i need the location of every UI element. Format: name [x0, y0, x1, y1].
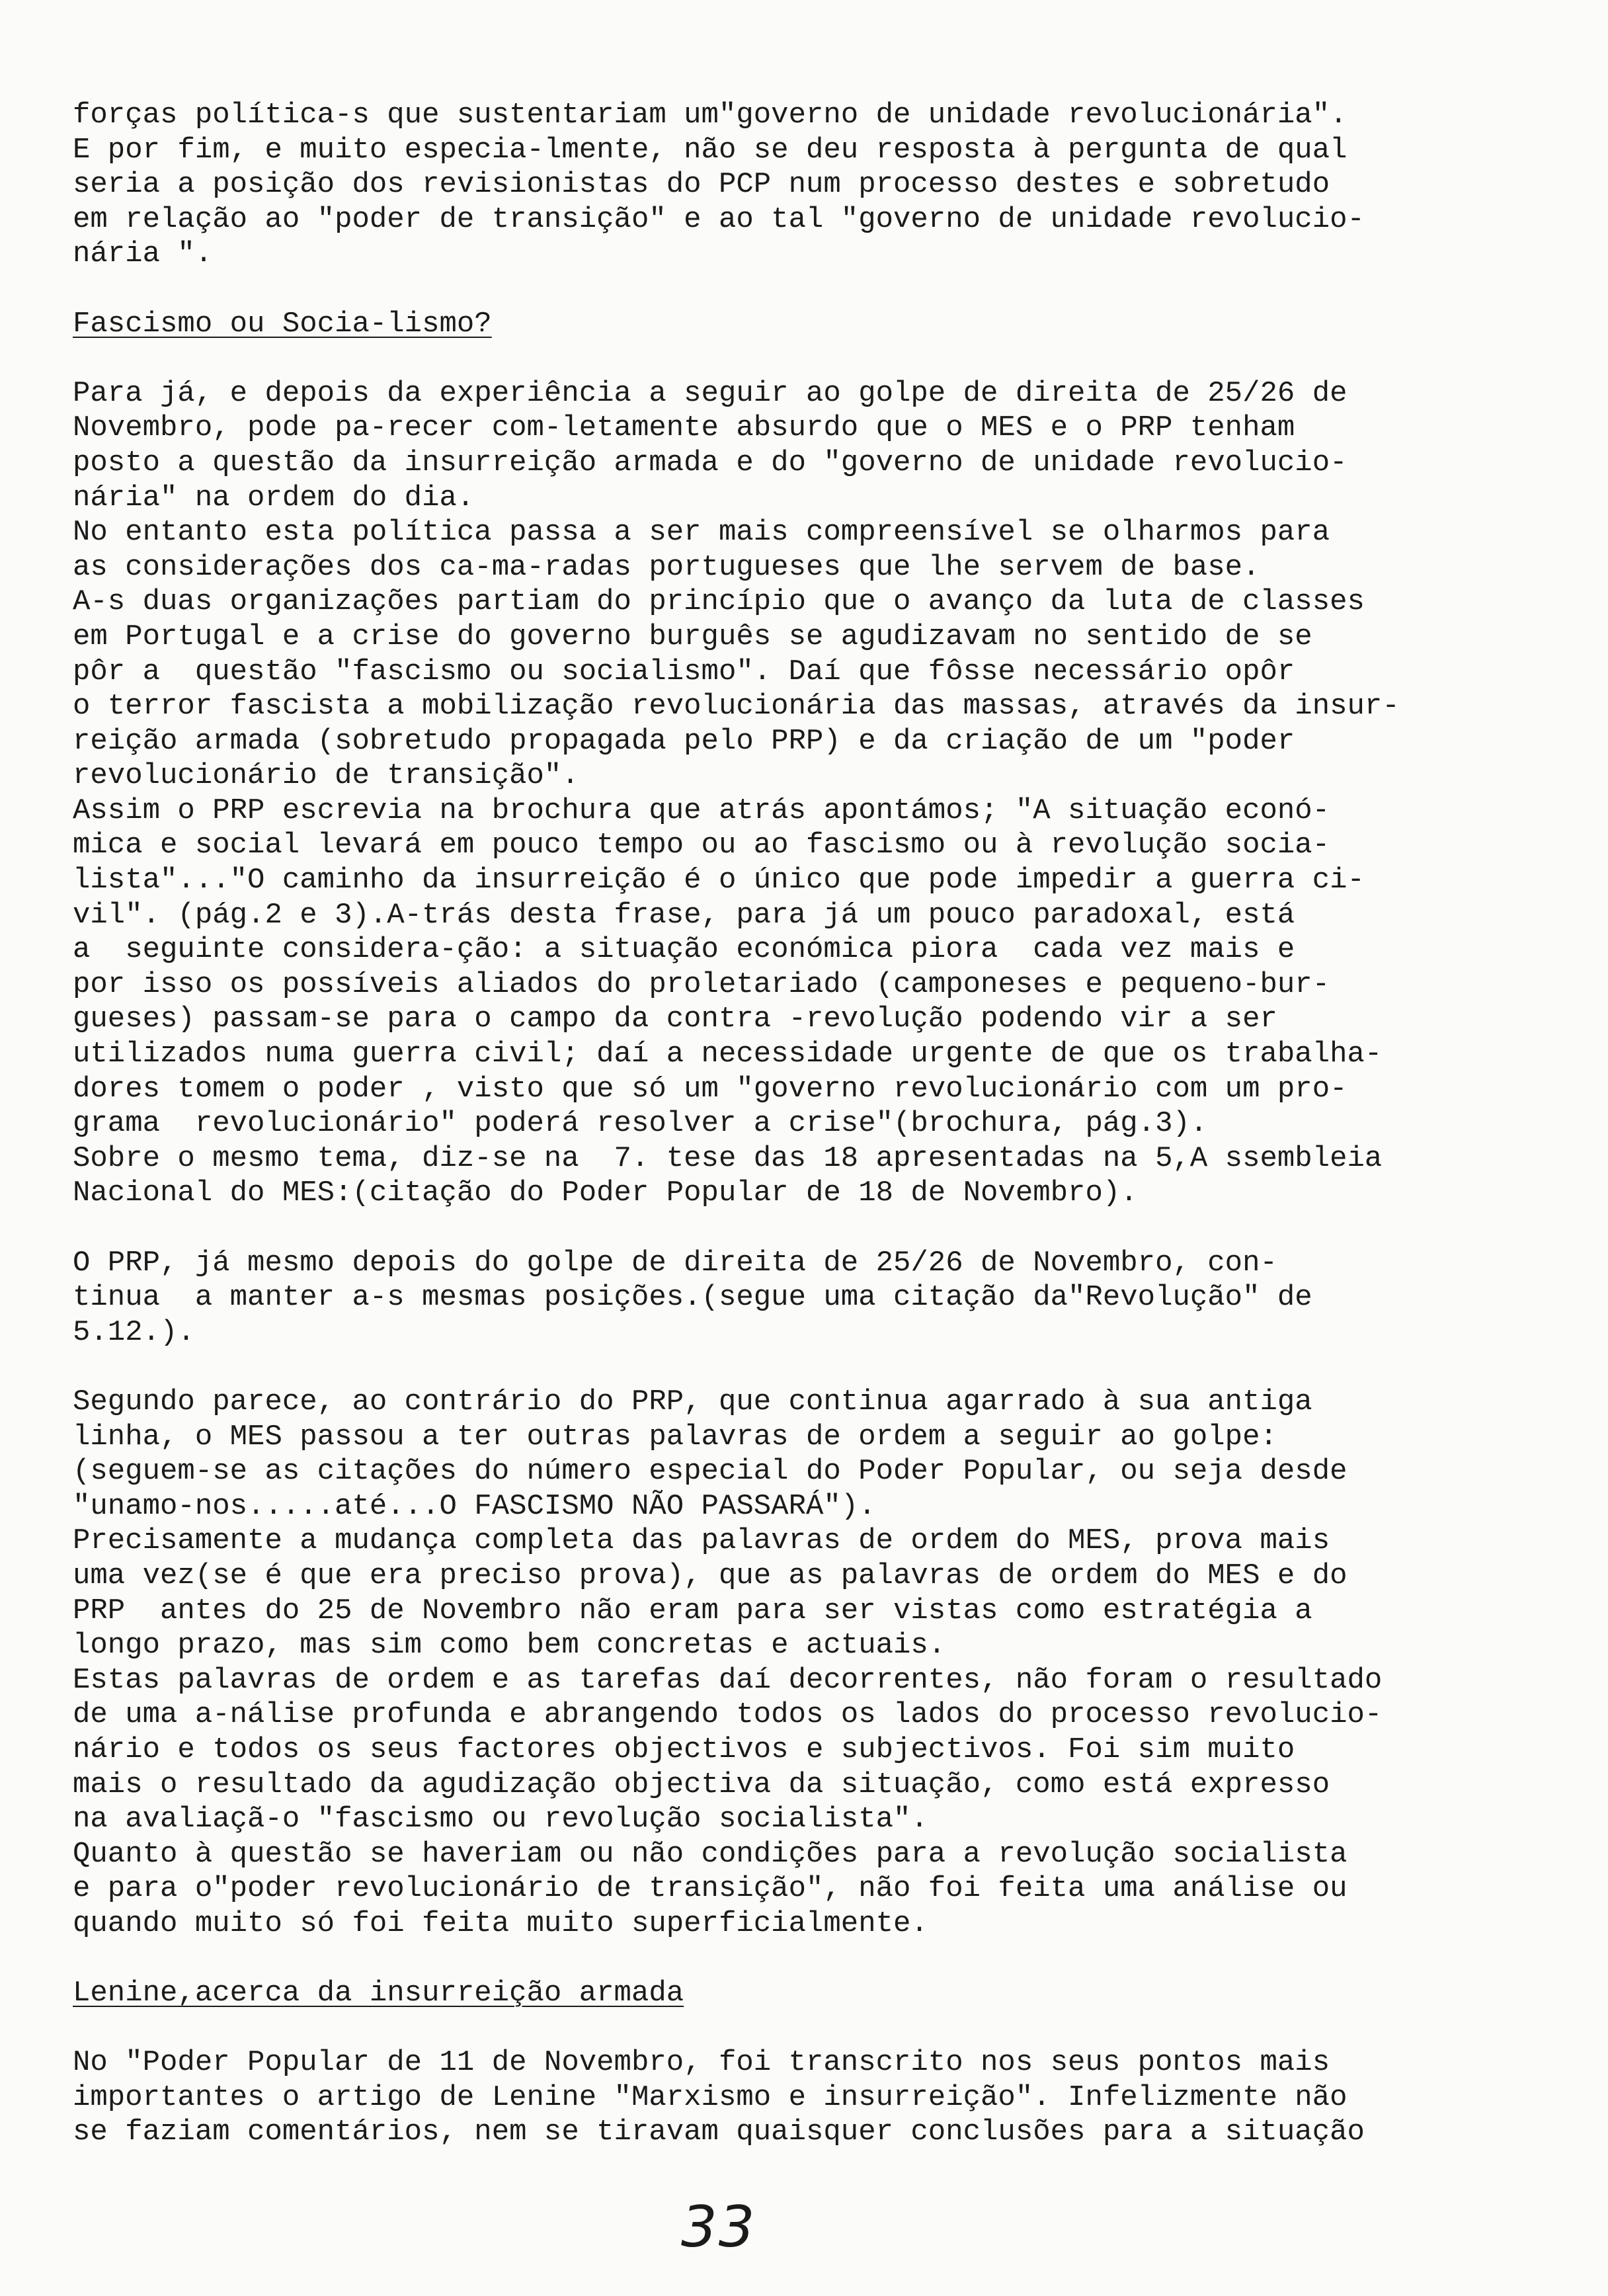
- text-line: por isso os possíveis aliados do proletariado (camponeses e pequeno-bur-: [73, 967, 1330, 1001]
- text-line: nária" na ordem do dia.: [73, 481, 475, 514]
- text-line: linha, o MES passou a ter outras palavras de ordem a seguir ao golpe:: [73, 1420, 1277, 1454]
- paragraph-gap: [73, 1350, 1567, 1385]
- paragraph-gap: [73, 341, 1567, 376]
- text-line: Estas palavras de ordem e as tarefas daí decorrentes, não foram o resultado: [73, 1663, 1383, 1697]
- text-line: tinua a manter a-s mesmas posições.(segue uma citação da"Revolução" de: [73, 1281, 1312, 1315]
- text-line: gueses) passam-se para o campo da contra -revolução podendo vir a ser: [73, 1003, 1277, 1036]
- text-line: Assim o PRP escrevia na brochura que atrás apontámos; "A situação econó-: [73, 794, 1330, 827]
- text-line: pôr a questão "fascismo ou socialismo". Daí que fôsse necessário opôr: [73, 655, 1295, 688]
- text-line: Quanto à questão se haveriam ou não condições para a revolução socialista: [73, 1837, 1347, 1871]
- paragraph-gap: [73, 1211, 1567, 1246]
- text-line: PRP antes do 25 de Novembro não eram para ser vistas como estratégia a: [73, 1594, 1312, 1627]
- text-line: as considerações dos ca-ma-radas portugueses que lhe servem de base.: [73, 550, 1260, 584]
- text-line: No entanto esta política passa a ser mais compreensível se olharmos para: [73, 516, 1330, 550]
- text-line: longo prazo, mas sim como bem concretas e actuais.: [73, 1629, 946, 1662]
- paragraph: [73, 1385, 1567, 1942]
- text-line: reição armada (sobretudo propagada pelo PRP) e da criação de um "poder: [73, 724, 1295, 758]
- text-line: o terror fascista a mobilização revolucionária das massas, através da insur-: [73, 690, 1400, 723]
- text-line: lista"..."O caminho da insurreição é o único que pode impedir a guerra ci-: [73, 864, 1365, 897]
- text-line: uma vez(se é que era preciso prova), que as palavras de ordem do MES e do: [73, 1559, 1347, 1592]
- paragraph: [73, 1246, 1567, 1350]
- text-line: Precisamente a mudança completa das palavras de ordem do MES, prova mais: [73, 1524, 1330, 1558]
- text-line: seria a posição dos revisionistas do PCP num processo destes e sobretudo: [73, 168, 1330, 202]
- page-number: 33: [681, 2194, 756, 2260]
- text-line: quando muito só foi feita muito superficialmente.: [73, 1906, 928, 1940]
- document-body: [73, 98, 1567, 2150]
- text-line: de uma a-nálise profunda e abrangendo todos os lados do processo revolucio-: [73, 1698, 1383, 1732]
- text-line: na avaliaçã-o "fascismo ou revolução socialista".: [73, 1803, 928, 1836]
- paragraph-gap: [73, 2011, 1567, 2046]
- text-line: Para já, e depois da experiência a seguir ao golpe de direita de 25/26 de: [73, 376, 1347, 410]
- paragraph: [73, 2045, 1567, 2150]
- text-line: em Portugal e a crise do governo burguês se agudizavam no sentido de se: [73, 620, 1312, 653]
- text-line: "unamo-nos.....até...O FASCISMO NÃO PASSARÁ").: [73, 1489, 876, 1523]
- text-line: O PRP, já mesmo depois do golpe de direita de 25/26 de Novembro, con-: [73, 1246, 1277, 1280]
- paragraph: [73, 376, 1567, 1211]
- text-line: mais o resultado da agudização objectiva da situação, como está expresso: [73, 1768, 1330, 1801]
- paragraph-gap: [73, 1941, 1567, 1976]
- text-line: revolucionário de transição".: [73, 759, 579, 793]
- text-line: vil". (pág.2 e 3).A-trás desta frase, para já um pouco paradoxal, está: [73, 898, 1295, 932]
- text-line: Sobre o mesmo tema, diz-se na 7. tese das 18 apresentadas na 5,A ssembleia: [73, 1141, 1383, 1175]
- text-line: em relação ao "poder de transição" e ao tal "governo de unidade revolucio-: [73, 202, 1365, 236]
- text-line: se faziam comentários, nem se tiravam quaisquer conclusões para a situação: [73, 2115, 1365, 2149]
- text-line: grama revolucionário" poderá resolver a crise"(brochura, pág.3).: [73, 1107, 1208, 1141]
- text-line: E por fim, e muito especia-lmente, não se deu resposta à pergunta de qual: [73, 133, 1347, 167]
- text-line: utilizados numa guerra civil; daí a necessidade urgente de que os trabalha-: [73, 1038, 1383, 1071]
- section-heading: Fascismo ou Socia-lismo?: [73, 307, 492, 341]
- section-heading: Lenine,acerca da insurreição armada: [73, 1977, 684, 2010]
- text-line: Novembro, pode pa-recer com-letamente absurdo que o MES e o PRP tenham: [73, 411, 1295, 445]
- text-line: A-s duas organizações partiam do princípio que o avanço da luta de classes: [73, 585, 1365, 619]
- text-line: Segundo parece, ao contrário do PRP, que continua agarrado à sua antiga: [73, 1385, 1312, 1418]
- text-line: (seguem-se as citações do número especial do Poder Popular, ou seja desde: [73, 1455, 1347, 1489]
- text-line: forças política-s que sustentariam um"governo de unidade revolucionária".: [73, 99, 1347, 132]
- text-line: Nacional do MES:(citação do Poder Popular de 18 de Novembro).: [73, 1176, 1138, 1210]
- text-line: No "Poder Popular de 11 de Novembro, foi transcrito nos seus pontos mais: [73, 2046, 1330, 2080]
- text-line: posto a questão da insurreição armada e do "governo de unidade revolucio-: [73, 446, 1347, 479]
- text-line: nária ".: [73, 237, 213, 271]
- paragraph-gap: [73, 272, 1567, 307]
- text-line: mica e social levará em pouco tempo ou ao fascismo ou à revolução socia-: [73, 829, 1330, 862]
- text-line: importantes o artigo de Lenine "Marxismo e insurreição". Infelizmente não: [73, 2080, 1347, 2114]
- text-line: 5.12.).: [73, 1315, 195, 1349]
- paragraph: [73, 98, 1567, 272]
- text-line: a seguinte considera-ção: a situação económica piora cada vez mais e: [73, 933, 1295, 967]
- text-line: dores tomem o poder , visto que só um "governo revolucionário com um pro-: [73, 1072, 1347, 1106]
- text-line: nário e todos os seus factores objectivos e subjectivos. Foi sim muito: [73, 1733, 1295, 1766]
- text-line: e para o"poder revolucionário de transição", não foi feita uma análise ou: [73, 1872, 1347, 1906]
